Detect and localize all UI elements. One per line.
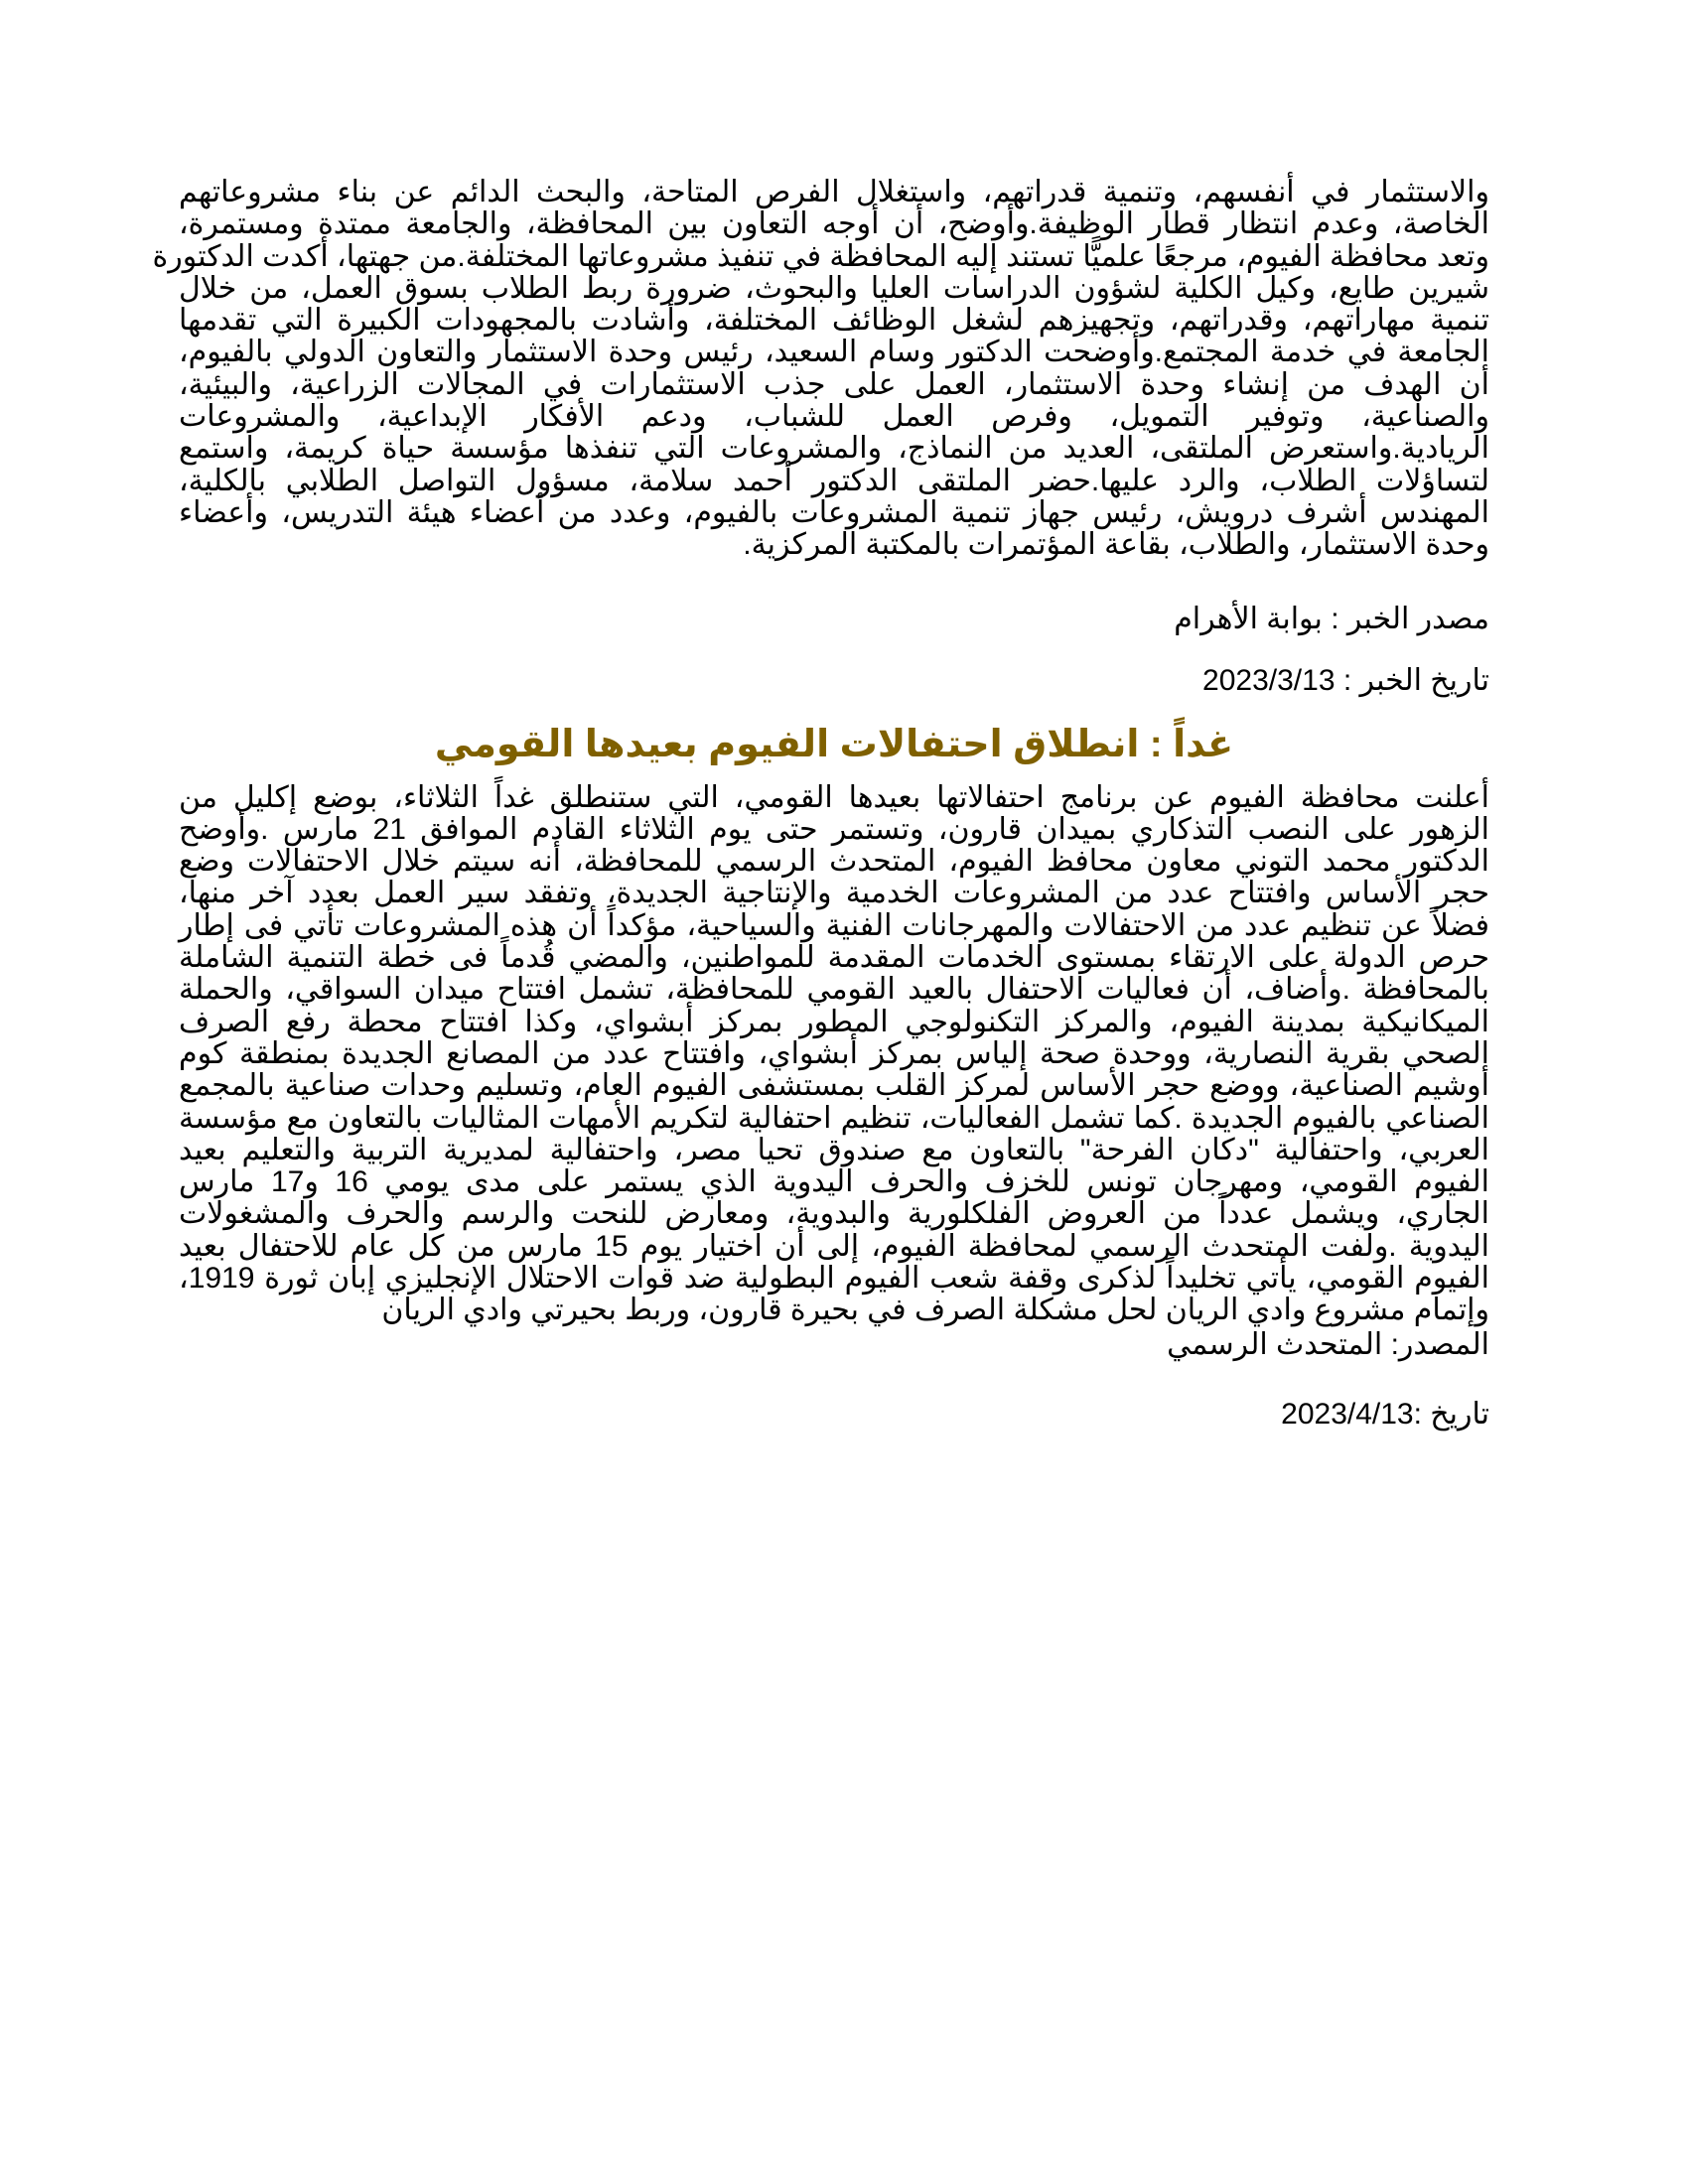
article1-line: الريادية.واستعرض الملتقى، العديد من النماذج، والمشروعات التي تنفذها مؤسسة حياة كريمة، واستمع [179,432,1489,466]
article2-source: المصدر: المتحدث الرسمي [1167,1327,1489,1361]
article1-line: وتعد محافظة الفيوم، مرجعًا علميًّا تستند إليه المحافظة في تنفيذ مشروعاتها المختلفة.من جهتها، أكدت الدكتورة [152,239,1489,273]
article2-line: الزهور على النصب التذكاري بميدان قارون، وتستمر حتى يوم الثلاثاء القادم الموافق 21 مارس .وأوضح [179,812,1489,846]
article2-line: الفيوم القومي، يأتي تخليداً لذكرى وقفة شعب الفيوم البطولية ضد قوات الاحتلال الإنجليزي إبان ثورة 1919، [179,1262,1489,1296]
article2-line: وإتمام مشروع وادي الريان لحل مشكلة الصرف في بحيرة قارون، وربط بحيرتي وادي الريان [381,1294,1489,1327]
article2-line: الفيوم القومي، ومهرجان تونس للخزف والحرف اليدوية الذي يستمر على مدى يومي 16 و17 مارس [179,1165,1490,1199]
article1-line: أن الهدف من إنشاء وحدة الاستثمار، العمل على جذب الاستثمارات في المجالات الزراعية، والبيئية، [179,367,1489,401]
article2-line: الميكانيكية بمدينة الفيوم، والمركز التكنولوجي المطور بمركز أبشواي، وكذا افتتاح محطة رفع الصرف [179,1005,1489,1038]
article2-date: تاريخ :2023/4/13 [1281,1397,1489,1431]
article1-body [152,176,1489,562]
article1-date: تاريخ الخبر : 2023/3/13 [1202,663,1489,697]
article2-body [179,782,1489,1327]
article1-line: المهندس أشرف درويش، رئيس جهاز تنمية المشروعات بالفيوم، وعدد من أعضاء هيئة التدريس، وأعضاء [179,495,1489,529]
article2-line: الصحي بقرية النصارية، ووحدة صحة إلياس بمركز أبشواي، وافتتاح عدد من المصانع الجديدة بمنطقة كوم [179,1036,1489,1070]
article1-line: والصناعية، وتوفير التمويل، وفرص العمل للشباب، ودعم الأفكار الإبداعية، والمشروعات [179,400,1489,434]
article1-source: مصدر الخبر : بوابة الأهرام [1174,602,1489,635]
article1-line: شيرين طايع، وكيل الكلية لشؤون الدراسات العليا والبحوث، ضرورة ربط الطلاب بسوق العمل، من خلال [179,271,1489,305]
article1-line: الجامعة في خدمة المجتمع.وأوضحت الدكتور وسام السعيد، رئيس وحدة الاستثمار والتعاون الدولي بالفيوم، [179,336,1489,369]
article2-line: الجاري، ويشمل عدداً من العروض الفلكلورية والبدوية، ومعارض للنحت والرسم والحرف والمشغولات [179,1197,1489,1231]
article2-title: غداً : انطلاق احتفالات الفيوم بعيدها القومي [434,723,1234,765]
article2-line: حجر الأساس وافتتاح عدد من المشروعات الخدمية والإنتاجية الجديدة، وتفقد سير العمل بعدد آخر منها، [179,877,1489,910]
article2-line: العربي، واحتفالية "دكان الفرحة" بالتعاون مع صندوق تحيا مصر، واحتفالية لمديرية التربية والتعليم بعيد [179,1133,1489,1166]
article2-line: أعلنت محافظة الفيوم عن برنامج احتفالاتها بعيدها القومي، التي ستنطلق غداً الثلاثاء، بوضع إكليل من [179,780,1489,814]
article2-line: الصناعي بالفيوم الجديدة .كما تشمل الفعاليات، تنظيم احتفالية لتكريم الأمهات المثاليات بالتعاون مع مؤسسة [179,1101,1489,1135]
article1-line: وحدة الاستثمار، والطلاب، بقاعة المؤتمرات بالمكتبة المركزية. [743,528,1489,562]
article2-line: حرص الدولة على الارتقاء بمستوى الخدمات المقدمة للمواطنين، والمضي قُدماً فى خطة التنمية الشاملة [179,941,1489,975]
article1-line: والاستثمار في أنفسهم، وتنمية قدراتهم، واستغلال الفرص المتاحة، والبحث الدائم عن بناء مشروعاتهم [179,176,1489,208]
article2-line: اليدوية .ولفت المتحدث الرسمي لمحافظة الفيوم، إلى أن اختيار يوم 15 مارس من كل عام للاحتفال بعيد [179,1229,1489,1263]
article1-line: تنمية مهاراتهم، وقدراتهم، وتجهيزهم لشغل الوظائف المختلفة، وأشادت بالمجهودات الكبيرة التي تقدمها [179,304,1489,338]
article2-line: بالمحافظة .وأضاف، أن فعاليات الاحتفال بالعيد القومي للمحافظة، تشمل افتتاح ميدان السواقي، والحملة [179,973,1489,1007]
article2-line: فضلاً عن تنظيم عدد من الاحتفالات والمهرجانات الفنية والسياحية، مؤكداً أن هذه المشروعات تأتي فى إطار [179,908,1489,942]
document-page [152,176,1490,1433]
article2-line: أوشيم الصناعية، ووضع حجر الأساس لمركز القلب بمستشفى الفيوم العام، وتسليم وحدات صناعية بالمجمع [179,1069,1489,1103]
article1-line: الخاصة، وعدم انتظار قطار الوظيفة.وأوضح، أن أوجه التعاون بين المحافظة، والجامعة ممتدة ومستمرة، [179,207,1489,241]
article2-line: الدكتور محمد التوني معاون محافظ الفيوم، المتحدث الرسمي للمحافظة، أنه سيتم خلال الاحتفالات وضع [179,845,1489,879]
article1-line: لتساؤلات الطلاب، والرد عليها.حضر الملتقى الدكتور أحمد سلامة، مسؤول التواصل الطلابي بالكلية، [179,464,1489,497]
